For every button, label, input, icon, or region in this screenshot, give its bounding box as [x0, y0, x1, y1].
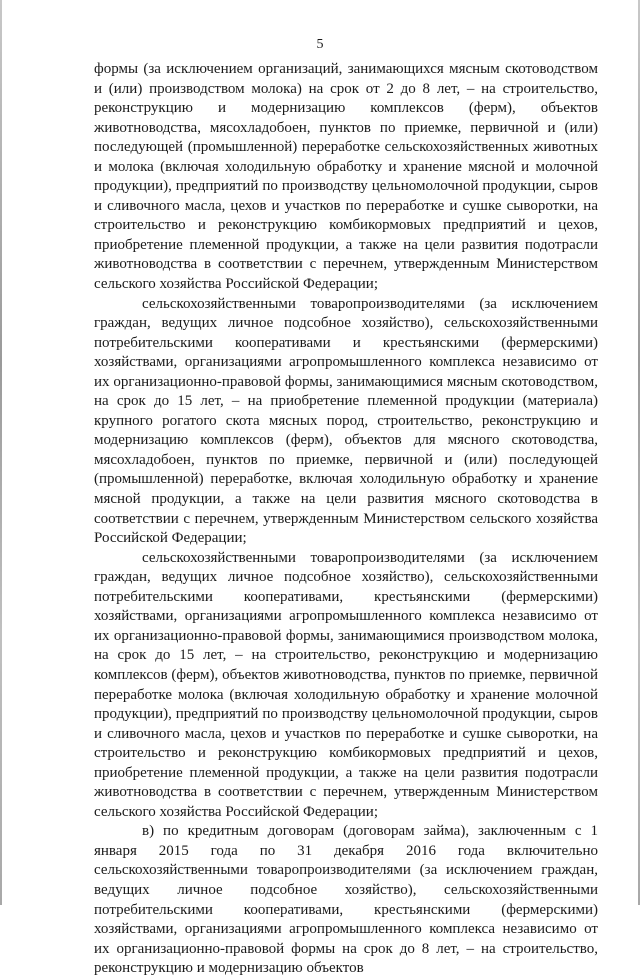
document-body — [94, 60, 598, 979]
paragraph-meat-cattle: сельскохозяйственными товаропроизводителями (за исключением граждан, ведущих личное подсобное хозяйство), сельскохозяйственными потребительскими кооперативами и крестьянскими (фермерскими) хозяйствами, организациями агропромышленного комплекса независимо от их организационно-правовой формы, занимающимися мясным скотоводством, на срок до 15 лет, – на приобретение племенной продукции (материала) крупного рогатого скота мясных пород, строительство, реконструкцию и модернизацию комплексов (ферм), объектов для мясного скотоводства, мясохладобоен, пунктов по приемке, первичной и (или) последующей (промышленной) переработке, включая холодильную обработку и хранение мясной продукции, а также на цели развития мясного скотоводства в соответствии с перечнем, утвержденным Министерством сельского хозяйства Российской Федерации; — [94, 295, 598, 547]
page-number: 5 — [316, 37, 324, 52]
paragraph-continuation: формы (за исключением организаций, занимающихся мясным скотоводством и (или) производством молока) на срок от 2 до 8 лет, – на строительство, реконструкцию и модернизацию комплексов (ферм), объектов животноводства, мясохладобоен, пунктов по приемке, первичной и (или) последующей (промышленной) переработке сельскохозяйственных животных и молока (включая холодильную обработку и хранение мясной и молочной продукции), предприятий по производству цельномолочной продукции, сыров и сливочного масла, цехов и участков по переработке и сушке сыворотки, на строительство и реконструкцию комбикормовых предприятий и цехов, приобретение племенной продукции, а также на цели развития подотрасли животноводства в соответствии с перечнем, утвержденным Министерством сельского хозяйства Российской Федерации; — [94, 61, 598, 293]
paragraph-milk-production: сельскохозяйственными товаропроизводителями (за исключением граждан, ведущих личное подсобное хозяйство), сельскохозяйственными потребительскими кооперативами, крестьянскими (фермерскими) хозяйствами, организациями агропромышленного комплекса независимо от их организационно-правовой формы, занимающимися производством молока, на срок до 15 лет, – на строительство, реконструкцию и модернизацию комплексов (ферм), объектов животноводства, пунктов по приемке, первичной переработке молока (включая холодильную обработку и хранение молочной продукции), предприятий по производству цельномолочной продукции, сыров и сливочного масла, цехов и участков по переработке и сушке сыворотки, на строительство и реконструкцию комбикормовых предприятий и цехов, приобретение племенной продукции, а также на цели развития подотрасли животноводства в соответствии с перечнем, утвержденным Министерством сельского хозяйства Российской Федерации; — [94, 549, 598, 820]
paragraph-item-v: в) по кредитным договорам (договорам займа), заключенным с 1 января 2015 года по 31 декабря 2016 года включительно сельскохозяйственными товаропроизводителями (за исключением граждан, ведущих личное подсобное хозяйство), сельскохозяйственными потребительскими кооперативами, крестьянскими (фермерскими) хозяйствами, организациями агропромышленного комплекса независимо от их организационно-правовой формы на срок до 8 лет, – на строительство, реконструкцию и модернизацию объектов — [94, 823, 598, 977]
scan-edge-left — [0, 0, 2, 905]
